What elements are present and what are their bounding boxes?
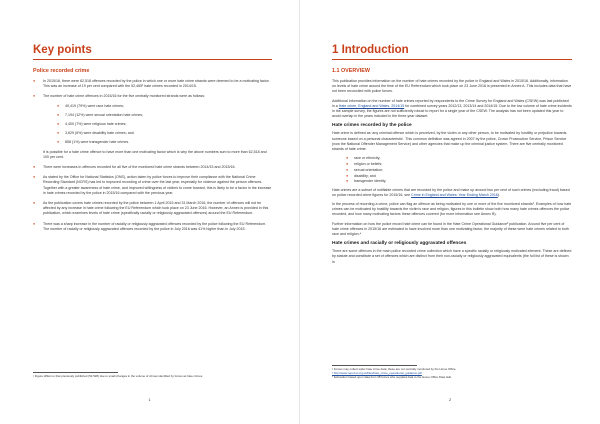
- aggravated-paragraph: There are some offences in the main police recorded crime collection which have a specific racially or religiously motivated element. These are defined by statute and constitute a set of offences which are distinct from their non-racially or religiously aggravated equivalents (the full list of these is shown in: [332, 249, 572, 264]
- page-2-content: [332, 44, 572, 269]
- footnote-1: ¹ Figure differs to that previously published (52,528) due to small changes in the volume of crimes identified by forces as hate crimes.: [33, 374, 203, 378]
- strand-item: ● sexual orientation;: [346, 168, 572, 173]
- footnote-2: ² Forces may collect wider hate crime data; these are not centrally monitored by the Home Office.: [332, 367, 457, 371]
- key-point-item: ● There was a sharp increase in the number of racially or religiously aggravated offences recorded by the police following the EU Referendum. The number of racially or religiously aggravated offences recorded by the police in July 2016 was 41% higher than in July 2015.: [33, 222, 272, 232]
- page-number: 2: [448, 398, 452, 402]
- aggravated-offences-subhead: Hate crimes and racially or religiously aggravated offences: [332, 241, 467, 247]
- key-points-list: [33, 79, 272, 232]
- overview-paragraph: This publication provides information on the number of hate crimes recorded by the police in England and Wales in 2015/16. Additionally, information on levels of hate crime around the time of the EU Referendum which took place on 23 June 2016 is presented in Annex A. This includes data that have not been reconciled with police forces.: [332, 79, 572, 94]
- introduction-heading: 1 Introduction: [332, 44, 572, 60]
- footnote-4: ⁴ Estimation based upon data from 38 forces who supplied data to the Home Office Data Hub.: [332, 374, 452, 379]
- key-point-item: ● As the publication covers hate crimes recorded by the police between 1 April 2015 and 31 March 2016, the number of offences will not be affected by any increase in hate crime following the EU Referendum which took place on 23 June 2016. However, an Annex is provided in this publication, which examines levels of hate crime (specifically racially or religiously aggravated offences) around the EU Referendum.: [33, 201, 272, 217]
- guidance-paragraph: Further information on how the police record hate crime can be found in the Hate Crime Operational Guidance³ publication. Around five per cent of hate crime offences in 2015/16 are estimated to have involved more than one motivating factor, the majority of these were hate crimes related to both race and religion.⁴: [332, 221, 569, 237]
- page-1-content: [33, 44, 272, 237]
- recording-paragraph: In the process of recording a crime, police can flag an offence as being motivated by one or more of the five monitored strands². Examples of how hate crimes can be motivated by hostility towards the victim’s race and religion, figures in this bulletin show both how many hate crimes offences the police recorded, and how many motivating factors these offences covered (for more information see Annex B).: [332, 202, 572, 217]
- page-number: 1: [148, 398, 151, 402]
- footnote-divider: [33, 372, 118, 373]
- strand-count-item: ● 7,194 (12%) were sexual orientation hate crimes;: [57, 113, 272, 118]
- strand-item: ● disability; and: [346, 174, 572, 179]
- key-point-text: The number of hate crime offences in 2015/16 for the five centrally monitored strands were as follows:: [43, 94, 205, 99]
- strand-count-item: ● 858 (1%) were transgender hate crimes.: [57, 140, 272, 145]
- paragraph-text: Additional information on the number of hate crimes reported by respondents to the Crime Survey for England and Wales (CSEW) was last published in a: [332, 98, 569, 108]
- page-1-footnotes: [33, 372, 272, 379]
- key-point-item: ● There were increases in offences recorded for all five of the monitored hate crime strands between 2014/15 and 2015/16.: [33, 165, 272, 170]
- key-point-item: ● In 2015/16, there were 62,518 offences recorded by the police in which one or more hate crime strands were deemed to be a motivating factor. This was an increase of 19 per cent compared with the 52,465¹ hate crimes recorded in 2014/15.: [33, 79, 272, 89]
- police-recorded-crime-subhead: Police recorded crime: [33, 68, 90, 74]
- strand-count-item: ● 4,400 (7%) were religious hate crimes;: [57, 122, 272, 127]
- guidance-pdf-link[interactable]: ³ http://www.report-it.org.uk/files/hate_crime_operational_guidance.pdf: [332, 370, 422, 375]
- strand-counts-list: [57, 104, 272, 146]
- paragraph-text: for combined survey years 2012/13, 2013/14 and 2014/15. Due to the low volume of hate crime incidents in the sample survey, the figures are not sufficiently robust to report for a single year of the CSEW. The analysis has not been updated this year to avoid overlap in the years included in the three-year dataset.: [332, 103, 572, 119]
- key-point-note: It is possible for a hate crime offence to have more than one motivating factor which is why the above numbers sum to more than 62,518 and 100 per cent.: [43, 149, 267, 159]
- strand-count-item: ● 49,419 (79%) were race hate crimes;: [57, 104, 272, 109]
- page-2-footnotes: [332, 365, 572, 380]
- hate-crime-report-link[interactable]: Hate crime, England and Wales, 2014/15: [338, 103, 405, 108]
- csew-paragraph: [332, 99, 572, 120]
- strand-item: ● race or ethnicity;: [346, 156, 572, 161]
- key-points-heading: Key points: [33, 44, 272, 60]
- subset-paragraph: [332, 188, 572, 198]
- strand-item: ● transgender identity.: [346, 179, 572, 184]
- key-point-item: ● As stated by the Office for National Statistics (ONS), action taken by police forces to improve their compliance with the National Crime Recording Standard (NCRS) has led to improved recording of crime over the last year, especially for violence against the person offences. Together with a greater awareness of hate crime, and improved willingness of victims to come forward, this is likely to be a factor in the increase in hate crimes recorded by the police in 2015/16 compared with the previous year.: [33, 175, 272, 196]
- police-recorded-subhead: Hate crimes recorded by the police: [332, 123, 412, 129]
- definition-paragraph: Hate crime is defined as ‘any criminal offence which is perceived, by the victim or any other person, to be motivated by hostility or prejudice towards someone based on a personal characteristic’. This common definition was agreed in 2007 by the police, Crown Prosecution Service, Prison Service (now the National Offender Management Service) and other agencies that make up the criminal justice system. There are five centrally monitored strands of hate crime:: [332, 131, 567, 152]
- page-2: [300, 0, 600, 424]
- paragraph-text: ).: [497, 192, 501, 197]
- strand-item: ● religion or beliefs;: [346, 162, 572, 167]
- footnote-divider: [332, 365, 417, 366]
- monitored-strands-list: [346, 156, 572, 184]
- overview-subhead: 1.1 OVERVIEW: [332, 68, 370, 74]
- strand-count-item: ● 3,629 (6%) were disability hate crimes; and: [57, 131, 272, 136]
- key-point-item: [33, 94, 272, 160]
- crime-in-england-link[interactable]: Crime in England and Wales: Year Ending March 2016: [411, 192, 498, 197]
- paragraph-text: Hate crimes are a subset of notifiable crimes that are recorded by the police and make up around two per cent of such crimes (excluding fraud) based on police recorded crime figures for 2015/16, see: [332, 187, 570, 197]
